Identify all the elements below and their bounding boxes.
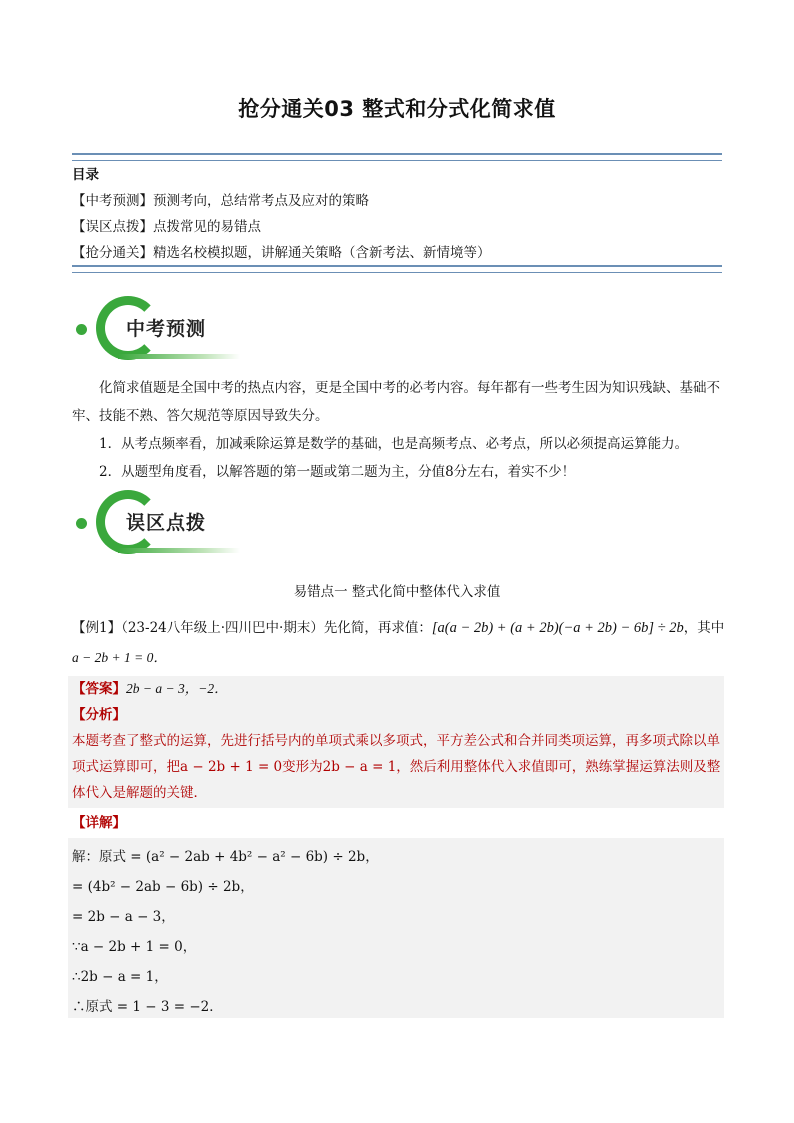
analysis-label: 【分析】 <box>72 707 126 723</box>
double-rule-bottom <box>72 265 722 273</box>
table-of-contents <box>72 162 491 266</box>
detail-label: 【详解】 <box>72 815 126 831</box>
forecast-point-2: 2．从题型角度看，以解答题的第一题或第二题为主，分值8分左右，着实不少！ <box>99 464 576 480</box>
example-tail: ，其中 <box>683 620 725 636</box>
section-header-forecast <box>72 296 272 376</box>
green-dot-icon <box>76 518 87 529</box>
detail-lines <box>72 842 379 1022</box>
green-underline <box>118 354 240 359</box>
answer-line <box>72 679 228 699</box>
example-expression: [a(a − 2b) + (a + 2b)(−a + 2b) − 6b] ÷ 2b <box>431 620 684 636</box>
example-line <box>72 618 732 638</box>
detail-line-3: = 2b − a − 3， <box>72 909 175 925</box>
toc-item-pitfalls: 【误区点拨】点拨常见的易错点 <box>72 219 261 235</box>
toc-item-practice: 【抢分通关】精选名校模拟题，讲解通关策略（含新考法、新情境等） <box>72 245 491 261</box>
double-rule-top <box>72 153 722 161</box>
forecast-intro: 化简求值题是全国中考的热点内容，更是全国中考的必考内容。每年都有一些考生因为知识残缺、基础不牢、技能不熟、答欠规范等原因导致失分。 <box>72 380 720 424</box>
detail-line-6: ∴原式 = 1 − 3 = −2． <box>72 999 223 1015</box>
section-header-pitfalls <box>72 490 272 570</box>
example-source: （23-24八年级上·四川巴中·期末）先化简，再求值： <box>121 620 432 636</box>
detail-line-2: = (4b² − 2ab − 6b) ÷ 2b， <box>72 879 254 895</box>
answer-label: 【答案】 <box>72 681 126 697</box>
pitfall-subtitle: 易错点一 整式化简中整体代入求值 <box>293 584 501 600</box>
detail-line-5: ∴2b − a = 1， <box>72 969 168 985</box>
section-title-forecast: 中考预测 <box>126 318 207 340</box>
toc-item-forecast: 【中考预测】预测考向，总结常考点及应对的策略 <box>72 193 369 209</box>
answer-text: 2b − a − 3，−2． <box>126 681 228 696</box>
forecast-point-1: 1．从考点频率看，加减乘除运算是数学的基础，也是高频考点、必考点，所以必须提高运算能力。 <box>99 436 689 452</box>
detail-line-1: 解：原式 = (a² − 2ab + 4b² − a² − 6b) ÷ 2b， <box>72 849 379 865</box>
green-underline <box>118 548 240 553</box>
toc-heading: 目录 <box>72 167 99 183</box>
analysis-text: 本题考查了整式的运算，先进行括号内的单项式乘以多项式，平方差公式和合并同类项运算，再多项式除以单项式运算即可，把a − 2b + 1 = 0变形为2b − a = 1，然后利用整体代入求值即可，熟练掌握运算法则及整体代入是解题的关键． <box>72 733 721 801</box>
example-label: 【例1】 <box>72 620 122 636</box>
example-condition: a − 2b + 1 = 0． <box>72 650 167 665</box>
page-title: 抢分通关03 整式和分式化简求值 <box>238 97 556 121</box>
detail-line-4: ∵a − 2b + 1 = 0， <box>72 939 197 955</box>
green-dot-icon <box>76 324 87 335</box>
section-title-pitfalls: 误区点拨 <box>126 512 207 534</box>
